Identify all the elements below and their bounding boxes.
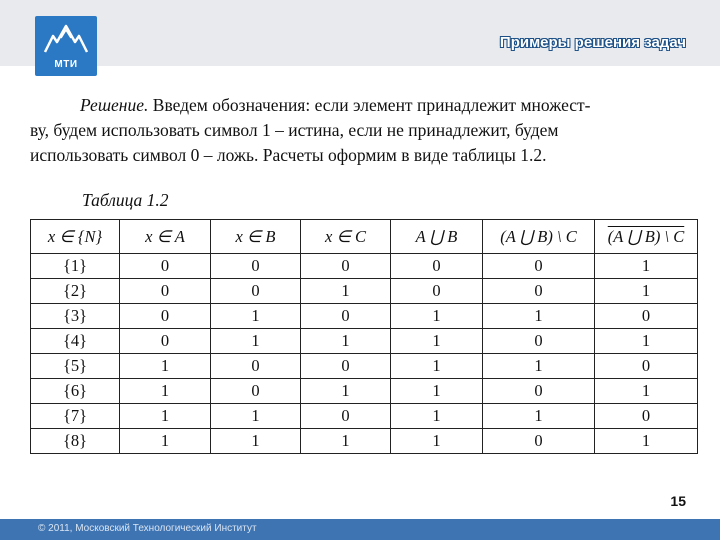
paragraph-line-1 <box>30 93 690 118</box>
table-body <box>31 254 698 454</box>
solution-label: Решение. <box>80 95 149 115</box>
table-cell: 0 <box>211 279 301 304</box>
header-x-in-b: x ∈ B <box>211 220 301 254</box>
table-header-row <box>31 220 698 254</box>
table-cell: 0 <box>483 329 595 354</box>
header-complement <box>595 220 698 254</box>
table-cell: 0 <box>120 254 211 279</box>
table-row <box>31 404 698 429</box>
table-cell: 0 <box>301 304 391 329</box>
table-cell: 1 <box>595 279 698 304</box>
table-row <box>31 379 698 404</box>
table-cell: 1 <box>211 404 301 429</box>
table-cell: 0 <box>595 404 698 429</box>
table-cell: 1 <box>391 329 483 354</box>
table-cell: 0 <box>483 379 595 404</box>
paragraph-line-2: ву, будем использовать символ 1 – истина, если не принадлежит, будем <box>30 120 559 140</box>
table-cell: 1 <box>120 429 211 454</box>
table-row <box>31 254 698 279</box>
table-cell: 0 <box>483 429 595 454</box>
table-cell: 0 <box>483 254 595 279</box>
table-cell: 1 <box>595 429 698 454</box>
row-element-cell: {1} <box>31 254 120 279</box>
table-cell: 1 <box>595 254 698 279</box>
table-cell: 1 <box>120 379 211 404</box>
logo-text: МТИ <box>54 59 78 70</box>
table-cell: 1 <box>391 354 483 379</box>
table-cell: 0 <box>120 304 211 329</box>
table-cell: 0 <box>301 254 391 279</box>
solution-paragraph <box>30 93 690 168</box>
table-cell: 1 <box>391 404 483 429</box>
table-caption: Таблица 1.2 <box>82 190 169 210</box>
table-cell: 0 <box>211 254 301 279</box>
page-number: 15 <box>670 493 686 509</box>
table-cell: 0 <box>120 279 211 304</box>
row-element-cell: {7} <box>31 404 120 429</box>
footer-bar <box>0 519 720 540</box>
header-union-minus-c: (A ⋃ B) \ C <box>483 220 595 254</box>
table-cell: 1 <box>301 279 391 304</box>
slide-title: Примеры решения задач <box>499 34 686 51</box>
paragraph-line-3: использовать символ 0 – ложь. Расчеты оформим в виде таблицы 1.2. <box>30 145 547 165</box>
table-cell: 1 <box>211 304 301 329</box>
complement-expression: (A ⋃ B) \ C <box>607 226 685 246</box>
header-a-union-b: A ⋃ B <box>391 220 483 254</box>
mti-logo <box>35 16 97 76</box>
table-cell: 1 <box>301 429 391 454</box>
table-cell: 1 <box>391 429 483 454</box>
table-cell: 0 <box>301 404 391 429</box>
table-cell: 0 <box>391 279 483 304</box>
table-cell: 0 <box>483 279 595 304</box>
table-cell: 1 <box>391 379 483 404</box>
table-cell: 1 <box>211 329 301 354</box>
row-element-cell: {5} <box>31 354 120 379</box>
table-cell: 1 <box>595 379 698 404</box>
row-element-cell: {8} <box>31 429 120 454</box>
footer-copyright: © 2011, Московский Технологический Институт <box>38 523 257 534</box>
table-cell: 1 <box>301 329 391 354</box>
table-cell: 1 <box>120 404 211 429</box>
table-row <box>31 279 698 304</box>
table-cell: 1 <box>483 304 595 329</box>
row-element-cell: {6} <box>31 379 120 404</box>
table-cell: 1 <box>391 304 483 329</box>
table-cell: 1 <box>301 379 391 404</box>
row-element-cell: {4} <box>31 329 120 354</box>
table-cell: 1 <box>595 329 698 354</box>
table-cell: 0 <box>120 329 211 354</box>
table-cell: 0 <box>211 354 301 379</box>
table-cell: 0 <box>391 254 483 279</box>
header-x-in-a: x ∈ A <box>120 220 211 254</box>
table-cell: 1 <box>211 429 301 454</box>
table-row <box>31 429 698 454</box>
table-cell: 0 <box>211 379 301 404</box>
row-element-cell: {3} <box>31 304 120 329</box>
table-cell: 0 <box>595 354 698 379</box>
table-cell: 0 <box>595 304 698 329</box>
table-cell: 0 <box>301 354 391 379</box>
table-cell: 1 <box>483 354 595 379</box>
table-row <box>31 304 698 329</box>
truth-table <box>30 219 698 454</box>
header-x-in-n: x ∈ {N} <box>31 220 120 254</box>
header-bar <box>0 0 720 66</box>
header-x-in-c: x ∈ C <box>301 220 391 254</box>
mountain-logo-icon <box>43 24 89 54</box>
table-row <box>31 329 698 354</box>
table-cell: 1 <box>483 404 595 429</box>
table-cell: 1 <box>120 354 211 379</box>
table-row <box>31 354 698 379</box>
paragraph-line-1-text: Введем обозначения: если элемент принадлежит множест- <box>148 95 591 115</box>
row-element-cell: {2} <box>31 279 120 304</box>
